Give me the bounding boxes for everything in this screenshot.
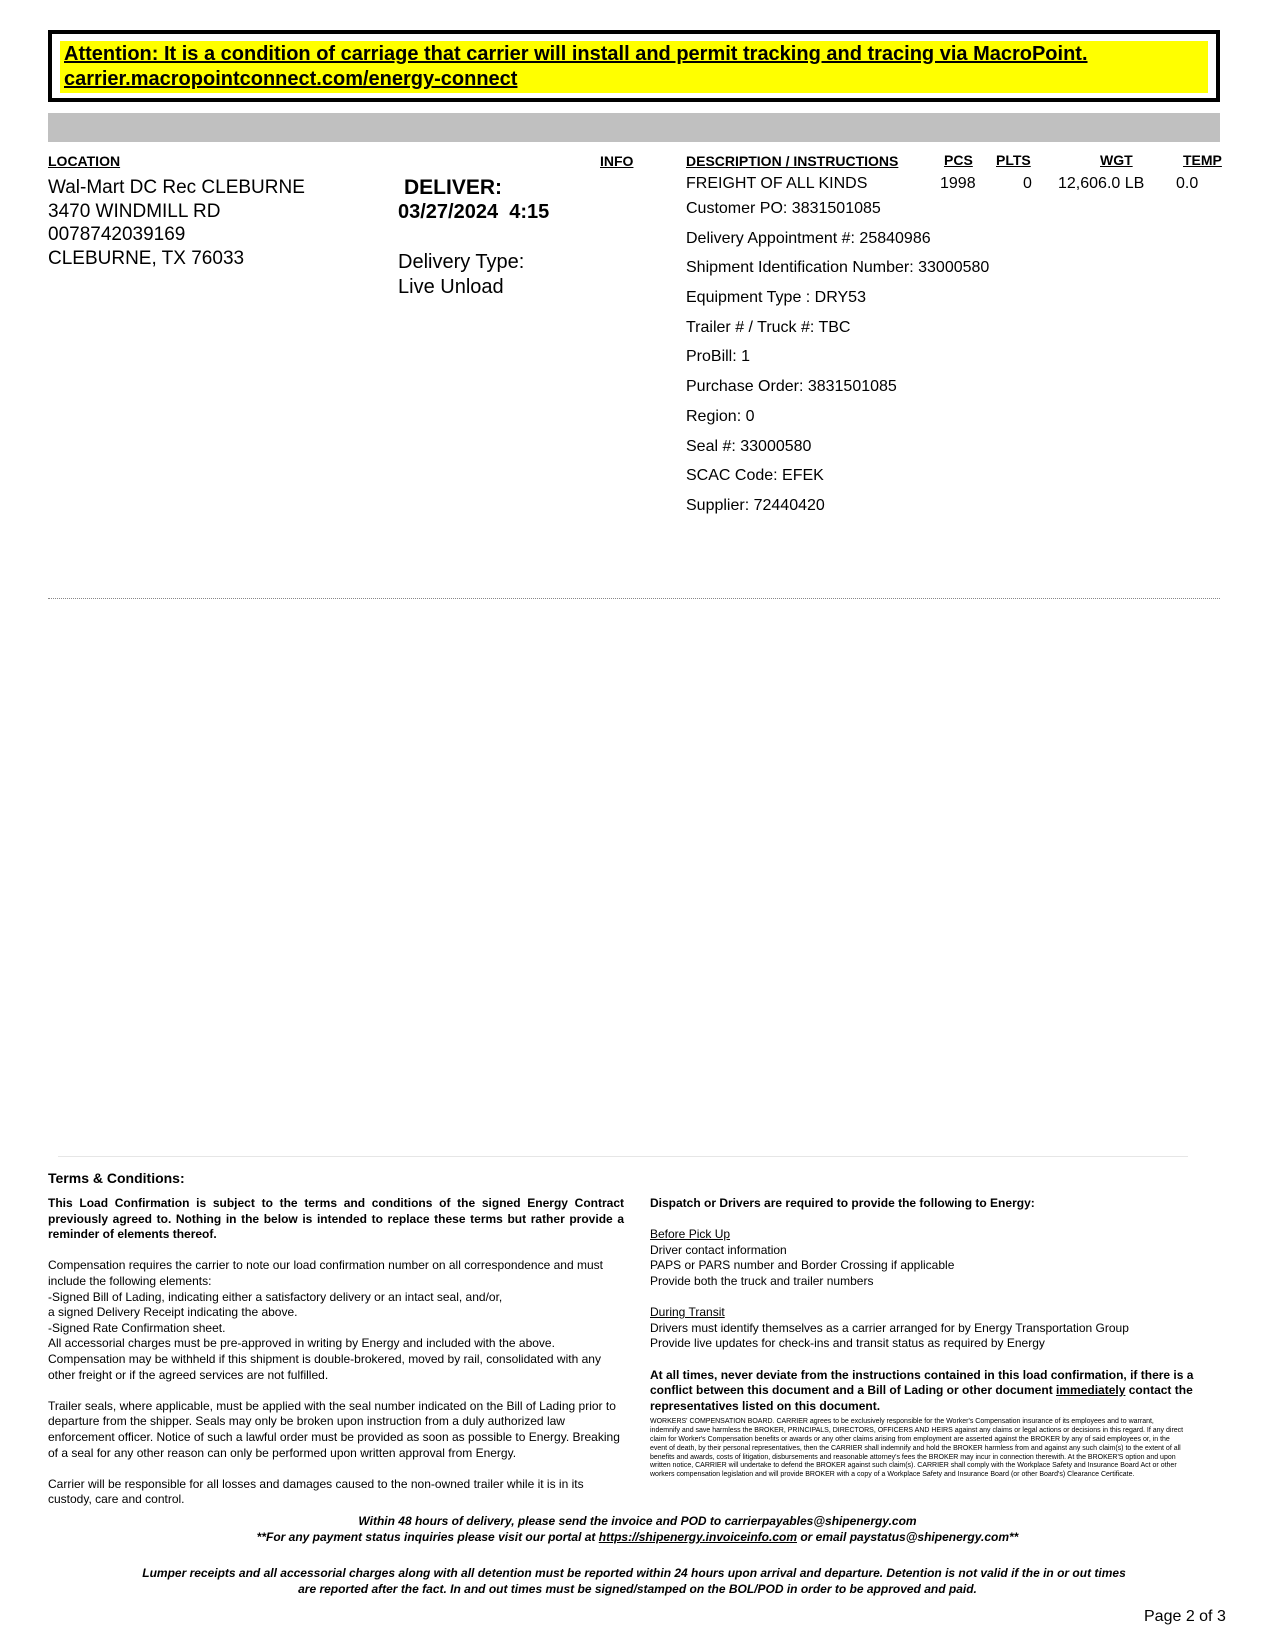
header-pcs: PCS	[944, 152, 973, 168]
banner-link[interactable]: carrier.macropointconnect.com/energy-connect	[64, 68, 518, 90]
header-location: LOCATION	[48, 153, 121, 169]
instruction-line: Customer PO: 3831501085	[686, 200, 881, 217]
freight-plts: 0	[1023, 175, 1032, 192]
lumper-notice-line-1: Lumper receipts and all accessorial charges along with all detention must be reported within 24 hours upon arrival and departure. Detention is not valid if the in or out times	[142, 1566, 1126, 1580]
during-transit-label: During Transit	[650, 1305, 725, 1320]
location-address: 3470 WINDMILL RD	[48, 201, 221, 222]
instruction-line: Supplier: 72440420	[686, 497, 825, 514]
before-pickup-label: Before Pick Up	[650, 1227, 731, 1242]
dispatch-column	[650, 1196, 1220, 1480]
terms-intro: This Load Confirmation is subject to the terms and conditions of the signed Energy Contract previously agreed to. Nothing in the below is intended to replace these terms but rather provide a reminder of elements thereof.	[48, 1196, 624, 1242]
payment-notice: **For any payment status inquiries please visit our portal at https://shipenergy.invoiceinfo.com or email paystatus@shipenergy.com**	[256, 1530, 1019, 1544]
terms-separator	[58, 1156, 1188, 1157]
location-city: CLEBURNE, TX 76033	[48, 248, 245, 269]
lumper-notice-line-2: are reported after the fact. In and out times must be signed/stamped on the BOL/POD in order to be approved and paid.	[298, 1582, 977, 1596]
dispatch-line: Provide live updates for check-ins and transit status as required by Energy	[650, 1336, 1045, 1351]
dotted-separator	[48, 598, 1220, 599]
instruction-line: SCAC Code: EFEK	[686, 467, 824, 484]
attention-banner	[48, 30, 1220, 102]
terms-title: Terms & Conditions:	[48, 1170, 185, 1186]
instruction-line: Purchase Order: 3831501085	[686, 378, 897, 395]
portal-link[interactable]: https://shipenergy.invoiceinfo.com	[598, 1530, 797, 1544]
invoice-notice: Within 48 hours of delivery, please send the invoice and POD to carrierpayables@shipenergy.com	[358, 1514, 917, 1528]
dispatch-warning: At all times, never deviate from the instructions contained in this load confirmation, if there is a conflict between this document and a Bill of Lading or other document immediately contact the representatives listed on this document.	[650, 1367, 1194, 1413]
freight-pcs: 1998	[940, 175, 976, 192]
instruction-line: Seal #: 33000580	[686, 438, 812, 455]
terms-trailer-seals: Trailer seals, where applicable, must be applied with the seal number indicated on the Bill of Lading prior to departure from the shipper. Seals may only be broken upon instruction from a duly authorized law enforcement officer. Notice of such a lawful order must be provided as soon as possible to Energy. Breaking of a seal for any other reason can only be performed upon written approval from Energy.	[48, 1398, 620, 1460]
section-divider-bar	[48, 113, 1220, 142]
instruction-line: ProBill: 1	[686, 348, 751, 365]
terms-line: Compensation requires the carrier to note our load confirmation number on all correspondence and must include the following elements:	[48, 1258, 603, 1288]
terms-line: Compensation may be withheld if this shipment is double-brokered, moved by rail, consolidated with any other freight or if the agreed services are not fulfilled.	[48, 1351, 601, 1382]
instruction-line: Equipment Type : DRY53	[686, 289, 866, 306]
location-name: Wal-Mart DC Rec CLEBURNE	[48, 177, 305, 198]
deliver-label: DELIVER:	[404, 176, 503, 199]
header-wgt: WGT	[1100, 152, 1133, 168]
freight-wgt: 12,606.0 LB	[1058, 175, 1145, 192]
dispatch-line: Drivers must identify themselves as a carrier arranged for by Energy Transportation Group	[650, 1320, 1129, 1335]
terms-line: -Signed Bill of Lading, indicating either a satisfactory delivery or an intact seal, and/or,	[48, 1289, 503, 1304]
freight-temp: 0.0	[1176, 175, 1199, 192]
terms-line: All accessorial charges must be pre-approved in writing by Energy and included with the above.	[48, 1336, 555, 1351]
banner-highlight	[60, 41, 1208, 93]
instruction-line: Shipment Identification Number: 33000580	[686, 259, 990, 276]
delivery-type-label: Delivery Type:	[398, 251, 525, 273]
header-temp: TEMP	[1183, 152, 1222, 168]
terms-liability: Carrier will be responsible for all losses and damages caused to the non-owned trailer while it is in its custody, care and control.	[48, 1476, 584, 1507]
terms-line: a signed Delivery Receipt indicating the above.	[48, 1305, 298, 1320]
terms-line: -Signed Rate Confirmation sheet.	[48, 1320, 226, 1335]
page-number: Page 2 of 3	[1144, 1608, 1226, 1625]
instruction-line: Trailer # / Truck #: TBC	[686, 319, 851, 336]
dispatch-line: PAPS or PARS number and Border Crossing if applicable	[650, 1258, 955, 1273]
location-phone: 0078742039169	[48, 224, 186, 245]
delivery-type-value: Live Unload	[398, 276, 504, 298]
dispatch-line: Driver contact information	[650, 1242, 787, 1257]
header-description: DESCRIPTION / INSTRUCTIONS	[686, 153, 899, 169]
header-plts: PLTS	[996, 152, 1031, 168]
banner-line-1: Attention: It is a condition of carriage that carrier will install and permit tracking and tracing via MacroPoint.	[64, 43, 1088, 65]
dispatch-line: Provide both the truck and trailer numbers	[650, 1273, 874, 1288]
freight-description: FREIGHT OF ALL KINDS	[686, 175, 868, 192]
header-info: INFO	[600, 153, 634, 169]
instruction-line: Region: 0	[686, 408, 755, 425]
dispatch-heading: Dispatch or Drivers are required to provide the following to Energy:	[650, 1196, 1035, 1210]
terms-column	[48, 1196, 624, 1508]
workers-comp-text: WORKERS' COMPENSATION BOARD. CARRIER agrees to be exclusively responsible for the Worker's Compensation insurance of its employees and to warrant, indemnify and save harmless the BROKER, PRINCIPALS, DIRECTORS, OFFICERS AND HEIRS against any claims or legal actions or decisions in this regard. If any direct claim for Worker's Compensation benefits or awards or any other claims arising from employment are asserted against the BROKER by any of said employees or, in the event of death, by their personal representatives, then the CARRIER shall indemnify and hold the BROKER harmless from and against any such claim(s) to the extent of all benefits and awards, costs of litigation, disbursements and reasonable attorney's fees the BROKER may incur in connection therewith. At the BROKER'S option and upon written notice, CARRIER will undertake to defend the BROKER against such claim(s). CARRIER shall comply with the Workplace Safety and Insurance Board Act or other workers compensation legislation and will provide BROKER with a copy of a Workplace Safety and Insurance Board (or other Board's) Clearance Certificate.	[650, 1418, 1184, 1479]
instruction-line: Delivery Appointment #: 25840986	[686, 230, 931, 247]
deliver-datetime: 03/27/2024 4:15	[398, 201, 550, 223]
